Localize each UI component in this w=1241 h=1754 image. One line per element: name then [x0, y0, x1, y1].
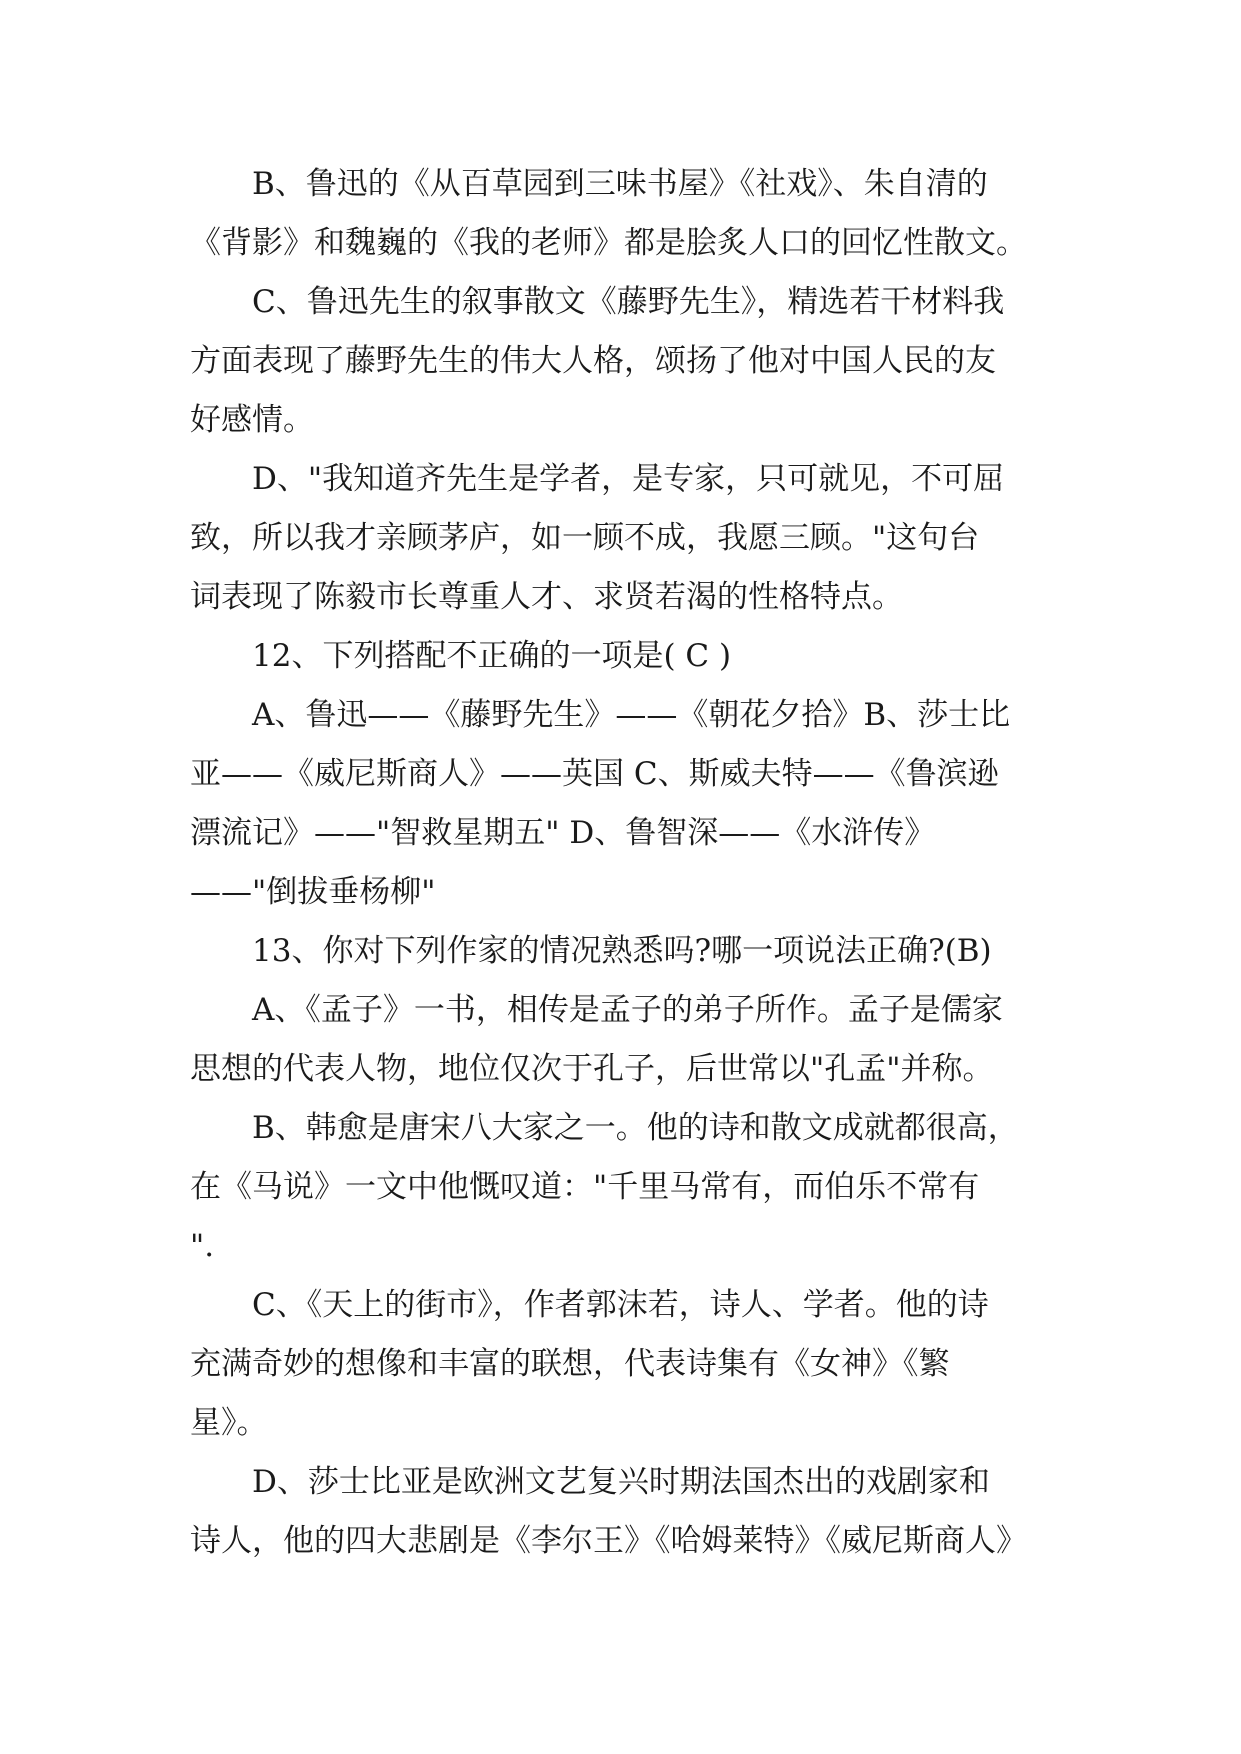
- text-line: 12、下列搭配不正确的一项是( C ): [252, 638, 732, 674]
- text-line: 《背影》和魏巍的《我的老师》都是脍炙人口的回忆性散文。: [190, 225, 1027, 261]
- text-line: 方面表现了藤野先生的伟大人格，颂扬了他对中国人民的友: [190, 343, 996, 379]
- text-line: 漂流记》——"智救星期五" D、鲁智深——《水浒传》: [190, 815, 936, 851]
- text-line: ".: [190, 1228, 215, 1264]
- text-line: 好感情。: [190, 402, 314, 438]
- document-page: [190, 155, 1070, 1571]
- text-line: A、《孟子》一书，相传是孟子的弟子所作。孟子是儒家: [252, 992, 1003, 1028]
- text-line: 充满奇妙的想像和丰富的联想，代表诗集有《女神》《繁: [190, 1346, 950, 1382]
- text-line: 思想的代表人物，地位仅次于孔子，后世常以"孔孟"并称。: [190, 1051, 994, 1087]
- text-line: 在《马说》一文中他慨叹道："千里马常有，而伯乐不常有: [190, 1169, 980, 1205]
- text-line: B、鲁迅的《从百草园到三味书屋》《社戏》、朱自清的: [252, 166, 988, 202]
- text-line: 亚——《威尼斯商人》——英国 C、斯威夫特——《鲁滨逊: [190, 756, 999, 792]
- text-line: C、鲁迅先生的叙事散文《藤野先生》，精选若干材料我: [252, 284, 1005, 320]
- text-line: 致，所以我才亲顾茅庐，如一顾不成，我愿三顾。"这句台: [190, 520, 980, 556]
- text-line: 诗人，他的四大悲剧是《李尔王》《哈姆莱特》《威尼斯商人》: [190, 1523, 1027, 1559]
- text-line: ——"倒拔垂杨柳": [190, 874, 436, 910]
- text-line: D、莎士比亚是欧洲文艺复兴时期法国杰出的戏剧家和: [252, 1464, 990, 1500]
- text-line: A、鲁迅——《藤野先生》——《朝花夕拾》B、莎士比: [252, 697, 1011, 733]
- text-line: 13、你对下列作家的情况熟悉吗?哪一项说法正确?(B): [252, 933, 992, 969]
- text-line: 星》。: [190, 1405, 268, 1441]
- text-line: C、《天上的街市》，作者郭沫若，诗人、学者。他的诗: [252, 1287, 989, 1323]
- text-line: 词表现了陈毅市长尊重人才、求贤若渴的性格特点。: [190, 579, 903, 615]
- text-line: B、韩愈是唐宋八大家之一。他的诗和散文成就都很高，: [252, 1110, 1019, 1146]
- text-line: D、"我知道齐先生是学者，是专家，只可就见，不可屈: [252, 461, 1005, 497]
